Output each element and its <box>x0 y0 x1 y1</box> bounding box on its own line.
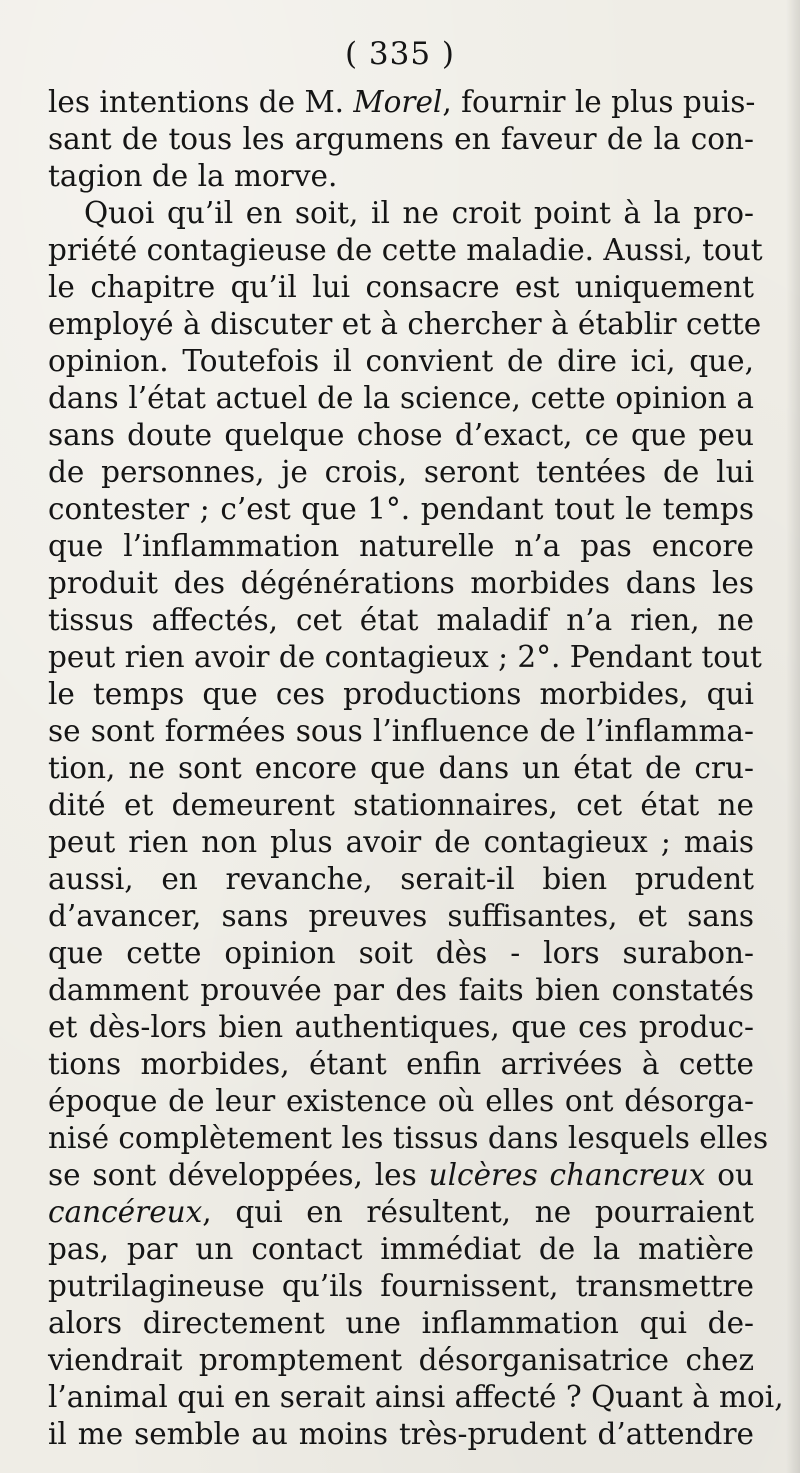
line-text: de personnes, je crois, seront tentées de lui <box>48 455 754 489</box>
line-text: que cette opinion soit dès - lors surabon- <box>48 936 754 970</box>
line-text: pas, par un contact immédiat de la matière <box>48 1232 754 1266</box>
line-text: se sont formées sous l’influence de l’inflamma- <box>48 714 754 748</box>
text-line <box>48 750 754 787</box>
line-text: opinion. Toutefois il convient de dire ici, que, <box>48 344 754 378</box>
text-line <box>48 935 754 972</box>
line-text: damment prouvée par des faits bien constatés <box>48 973 754 1007</box>
line-text: tions morbides, étant enfin arrivées à cette <box>48 1047 754 1081</box>
line-text: sans doute quelque chose d’exact, ce que peu <box>48 418 754 452</box>
line-text: dité et demeurent stationnaires, cet état ne <box>48 788 754 822</box>
text-line <box>48 639 762 676</box>
text-line <box>48 1009 754 1046</box>
line-text: peut rien non plus avoir de contagieux ; mais <box>48 825 754 859</box>
italic-term: Morel <box>353 85 443 119</box>
line-text: viendrait promptement désorganisatrice chez <box>48 1343 754 1377</box>
line-text: d’avancer, sans preuves suffisantes, et sans <box>48 899 754 933</box>
line-text: contester ; c’est que 1°. pendant tout le temps <box>48 492 754 526</box>
line-text: priété contagieuse de cette maladie. Aussi, tout <box>48 233 763 267</box>
line-text-continued: ou <box>705 1158 754 1192</box>
text-line <box>48 787 754 824</box>
text-line <box>48 491 754 528</box>
line-text-continued: , fournir le plus puis- <box>442 85 756 119</box>
page-edge-shadow <box>786 0 800 1473</box>
text-line <box>48 565 754 602</box>
text-line <box>48 232 763 269</box>
text-line <box>48 380 754 417</box>
text-line <box>48 1120 769 1157</box>
line-text: se sont développées, les <box>48 1158 429 1192</box>
text-line <box>48 121 754 158</box>
text-line <box>48 1268 754 1305</box>
text-line <box>48 1157 754 1194</box>
line-text: et dès-lors bien authentiques, que ces produc- <box>48 1010 754 1044</box>
line-text: Quoi qu’il en soit, il ne croit point à la pro- <box>84 196 754 230</box>
text-line <box>48 676 754 713</box>
text-line <box>48 1194 754 1231</box>
text-line <box>48 1416 754 1453</box>
line-text: produit des dégénérations morbides dans les <box>48 566 754 600</box>
line-text: les intentions de M. <box>48 85 354 119</box>
text-line <box>48 1046 754 1083</box>
text-line <box>48 602 754 639</box>
text-line <box>48 158 754 195</box>
line-text: tion, ne sont encore que dans un état de cru- <box>48 751 754 785</box>
line-text: tagion de la morve. <box>48 159 338 193</box>
text-line <box>48 269 754 306</box>
page-number: ( 335 ) <box>344 36 456 72</box>
body-text <box>48 84 784 1453</box>
text-line <box>48 1342 754 1379</box>
line-text: employé à discuter et à chercher à établir cette <box>48 307 762 341</box>
line-text: il me semble au moins très-prudent d’attendre <box>48 1417 754 1451</box>
text-line <box>48 972 754 1009</box>
line-text: aussi, en revanche, serait-il bien prudent <box>48 862 754 896</box>
text-line <box>48 306 762 343</box>
text-line <box>48 195 754 232</box>
line-text: tissus affectés, cet état maladif n’a rien, ne <box>48 603 754 637</box>
line-text: le temps que ces productions morbides, qui <box>48 677 754 711</box>
italic-term: cancéreux <box>48 1195 203 1229</box>
line-text: alors directement une inflammation qui de- <box>48 1306 754 1340</box>
line-text: dans l’état actuel de la science, cette opinion a <box>48 381 754 415</box>
line-text: sant de tous les argumens en faveur de la con- <box>48 122 754 156</box>
text-line <box>48 84 754 121</box>
text-line <box>48 861 754 898</box>
line-text: époque de leur existence où elles ont désorga- <box>48 1084 754 1118</box>
italic-term: ulcères chancreux <box>428 1158 706 1192</box>
text-line <box>48 454 754 491</box>
text-line <box>48 343 754 380</box>
text-line <box>48 417 754 454</box>
line-text: peut rien avoir de contagieux ; 2°. Pendant tout <box>48 640 762 674</box>
text-line <box>48 898 754 935</box>
text-line <box>48 528 754 565</box>
text-line <box>48 1231 754 1268</box>
line-text: que l’inflammation naturelle n’a pas encore <box>48 529 754 563</box>
text-line <box>48 824 754 861</box>
line-text: putrilagineuse qu’ils fournissent, transmettre <box>48 1269 754 1303</box>
text-line <box>48 1305 754 1342</box>
line-text-continued: , qui en résultent, ne pourraient <box>202 1195 754 1229</box>
text-line <box>48 713 754 750</box>
text-line <box>48 1083 754 1120</box>
text-line <box>48 1379 784 1416</box>
line-text: le chapitre qu’il lui consacre est uniquement <box>48 270 754 304</box>
line-text: l’animal qui en serait ainsi affecté ? Quant à moi, <box>48 1380 784 1414</box>
line-text: nisé complètement les tissus dans lesquels elles <box>48 1121 769 1155</box>
